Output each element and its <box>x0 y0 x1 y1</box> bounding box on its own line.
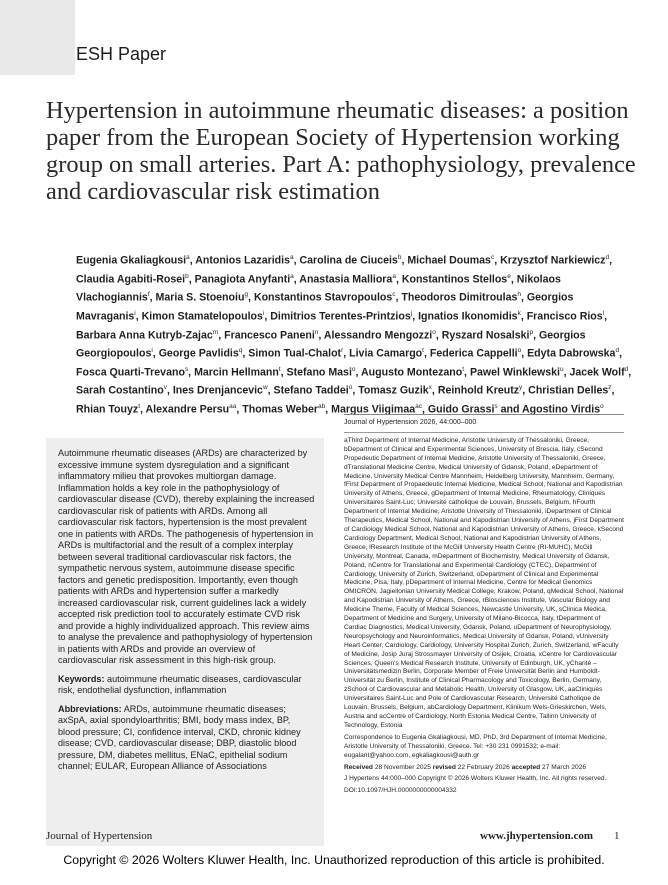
author-affiliation-mark: z <box>608 384 612 392</box>
author-name: Francesco Paneni <box>224 329 315 342</box>
author-affiliation-mark: d <box>605 254 610 261</box>
author-name: Edyta Dabrowska <box>527 347 616 360</box>
author-affiliation-mark: t <box>462 365 465 373</box>
author-affiliation-mark: i <box>151 347 153 355</box>
author-affiliation-mark: y <box>519 384 523 392</box>
author-name: Georgios Georgiopoulos <box>76 329 586 360</box>
author-affiliation-mark: s <box>184 365 189 373</box>
author-affiliation-mark: d <box>615 347 620 355</box>
author-affiliation-mark: q <box>238 347 243 355</box>
author-affiliation-mark: g <box>244 291 249 299</box>
author-name: Augusto Montezano <box>361 366 463 379</box>
footer-journal: Journal of Hypertension <box>46 830 153 842</box>
author-name: Antonios Lazaridis <box>195 254 290 267</box>
author-name: Nikolaos Vlachogiannis <box>76 273 561 304</box>
author-affiliation-mark: o <box>432 328 436 336</box>
author-name: Jacek Wolf <box>569 366 625 379</box>
author-name: Konstantinos Stavropoulos <box>253 291 393 304</box>
author-affiliation-mark: n <box>314 328 319 336</box>
author-affiliation-mark: i <box>262 309 265 317</box>
author-name: Eugenia Gkaliagkousi <box>76 254 187 267</box>
author-affiliation-mark: t <box>138 403 140 410</box>
author-name: Reinhold Kreutz <box>437 384 520 397</box>
keywords-text: autoimmune rheumatic diseases, cardiovascular risk, endothelial dysfunction, inflammation <box>58 673 302 695</box>
author-name: Federica Cappelli <box>429 347 518 360</box>
author-affiliation-mark: r <box>341 347 344 355</box>
author-name: Anastasia Malliora <box>299 273 393 286</box>
author-name: Theodoros Dimitroulas <box>401 291 518 304</box>
author-name: Ignatios Ikonomidis <box>418 310 518 323</box>
revised-label: revised <box>432 763 456 771</box>
author-name: Marcin Hellmann <box>194 366 279 379</box>
author-name: Stefano Taddei <box>273 384 349 397</box>
author-affiliation-mark: b <box>397 254 402 261</box>
author-affiliation-mark: o <box>600 403 604 410</box>
author-affiliation-mark: o <box>351 365 356 373</box>
abstract-box <box>46 438 324 846</box>
received-date: 28 November 2025 <box>374 763 431 771</box>
author-name: Alessandro Mengozzi <box>323 329 433 342</box>
author-name: Georgios Mavraganis <box>76 291 574 323</box>
author-name: Ines Drenjancevic <box>172 384 263 397</box>
author-affiliation-mark: b <box>185 272 189 280</box>
author-affiliation-mark: d <box>624 365 629 373</box>
author-name: Fosca Quarti-Trevano <box>76 366 185 379</box>
author-name: Francisco Rios <box>526 310 603 323</box>
author-affiliation-mark: c <box>392 291 396 299</box>
author-name: Krzysztof Narkiewicz <box>500 254 606 267</box>
copyright-note: J Hypertens 44:000–000 Copyright © 2026 Wolters Kluwer Health, Inc. All rights reserved. <box>344 775 607 783</box>
author-affiliation-mark: a <box>392 272 396 280</box>
author-name: Kimon Stamatelopoulos <box>141 310 263 323</box>
author-affiliation-mark: ac <box>415 403 422 410</box>
author-name: Konstantinos Stellos <box>401 273 508 286</box>
author-name: Christian Delles <box>528 384 609 397</box>
author-affiliation-mark: e <box>507 272 511 280</box>
author-name: Simon Tual-Chalot <box>248 347 342 360</box>
author-name: Michael Doumas <box>407 254 491 267</box>
author-separator: and <box>497 403 522 416</box>
article-dates <box>344 764 624 773</box>
author-affiliation-mark: o <box>517 347 522 355</box>
corner-band <box>0 0 75 75</box>
author-affiliation-mark: ab <box>318 403 326 410</box>
author-affiliation-mark: aa <box>229 403 237 410</box>
article-info-column <box>344 414 624 799</box>
abbreviations <box>58 704 315 773</box>
author-affiliation-mark: a <box>186 254 190 261</box>
author-affiliation-mark: t <box>278 365 281 373</box>
author-affiliation-mark: j <box>410 309 413 317</box>
journal-citation: Journal of Hypertension 2026, 44:000–000 <box>344 419 477 426</box>
author-name: Panagiota Anyfanti <box>194 273 291 286</box>
abstract-text: Autoimmune rheumatic diseases (ARDs) are characterized by excessive immune system dysregulation and a significant inflammatory milieu that provokes multiorgan damage. Inflammation holds a key role in the pathophysiology of cardiovascular disease (CVD), thereby explaining the increased cardiovascular risk of patients with ARDs. Among all cardiovascular risk factors, hypertension is the most prevalent one in patients with ARDs. The pathogenesis of hypertension in ARDs is multifactorial and the result of a complex interplay between several traditional cardiovascular risk factors, the sympathetic nervous system, autoimmune disease specific factors and genetic predisposition. Importantly, even though patients with ARDs and hypertension suffer a markedly increased cardiovascular risk, current guidelines lack a widely accepted risk prediction tool to accurately estimate CVD risk and provide a highly individualized approach. This review aims to analyse the prevalence and pathophysiology of hypertension in patients with ARDs and provide an overview of cardiovascular risk assessment in this high-risk group. <box>58 448 315 665</box>
author-affiliation-mark: l <box>602 309 605 317</box>
accepted-date: 27 March 2026 <box>542 763 587 771</box>
author-name: Livia Camargo <box>349 347 423 360</box>
author-affiliation-mark: i <box>134 309 136 317</box>
article-title: Hypertension in autoimmune rheumatic diseases: a position paper from the European Society of Hypertension working group on small arteries. Part A: pathophysiology, prevalence and cardiovascular risk estimation <box>46 97 636 205</box>
author-affiliation-mark: m <box>212 328 219 336</box>
author-affiliation-mark: a <box>290 272 294 280</box>
author-name: Alexandre Persu <box>145 403 230 416</box>
author-affiliation-mark: k <box>517 309 521 317</box>
copyright-banner: Copyright © 2026 Wolters Kluwer Health, Inc. Unauthorized reproduction of this article is prohibited. <box>63 853 605 867</box>
author-affiliation-mark: w <box>262 384 268 392</box>
author-name: Pawel Winklewski <box>469 366 560 379</box>
author-affiliation-mark: u <box>559 365 564 373</box>
keywords-label: Keywords: <box>58 673 105 684</box>
accepted-label: accepted <box>511 763 541 771</box>
author-name: Carolina de Ciuceis <box>299 254 398 267</box>
abbreviations-text: ARDs, autoimmune rheumatic diseases; axSpA, axial spondyloarthritis; BMI, body mass index, BP, blood pressure; CI, confidence interval, CKD, chronic kidney disease; CVD, cardiovascular disease; DBP, diastolic blood pressure, DM, diabetes mellitus, ENaC, epithelial sodium channel; EULAR, European Alliance of Associations <box>58 703 301 771</box>
abbreviations-label: Abbreviations: <box>58 703 122 714</box>
author-list: Eugenia Gkaliagkousi$^a$, Antonios Lazaridis$^a$, Carolina de Ciuceis$^b$, Michael Doumas$^c$, Krzysztof Narkiewicz$^d$, Claudia Agabiti-Rosei$^b$, Panagiota Anyfanti$^a$, Anastasia Malliora$^a$, Konstantinos Stellos$^e$, Nikolaos Vlachogiannis$^f$, Maria S. Stoenoiu$^g$, Konstantinos Stavropoulos$^c$, Theodoros Dimitroulas$^h$, Georgios Mavraganis$^i$, Kimon Stamatelopoulos$^i$, Dimitrios Terentes-Printzios$^j$, Ignatios Ikonomidis$^k$, Francisco Rios$^l$, Barbara Anna Kutryb-Zajac$^m$, Francesco Paneni$^n$, Alessandro Mengozzi$^o$, Ryszard Nosalski$^p$, Georgios Georgiopoulos$^i$, George Pavlidis$^q$, Simon Tual-Chalot$^r$, Livia Camargo$^t$, Federica Cappelli$^o$, Edyta Dabrowska$^d$, Fosca Quarti-Trevano$^s$, Marcin Hellmann$^t$, Stefano Masi$^o$, Augusto Montezano$^t$, Pawel Winklewski$^u$, Jacek Wolf$^d$, Sarah Costantino$^v$, Ines Drenjancevic$^w$, Stefano Taddei$^o$, Tomasz Guzik$^x$, Reinhold Kreutz$^y$, Christian Delles$^z$, Rhian Touyz$^t$, Alexandre Persu$^{aa}$, Thomas Weber$^{ab}$, Margus Viigimaa$^{ac}$, Guido Grassi$^s$ and Agostino Virdis$^o$ <box>76 254 632 416</box>
author-name: Ryszard Nosalski <box>441 329 530 342</box>
author-affiliation-mark: h <box>517 291 521 299</box>
received-label: Received <box>344 763 373 771</box>
author-name: Barbara Anna Kutryb-Zajac <box>76 329 213 342</box>
doi: DOI:10.1097/HJH.0000000000004332 <box>344 787 457 795</box>
author-name: Stefano Masi <box>286 366 352 379</box>
footer-url[interactable]: www.jhypertension.com <box>480 830 594 842</box>
author-name: Sarah Costantino <box>76 384 164 397</box>
info-divider <box>344 432 624 433</box>
page-number: 1 <box>614 830 620 842</box>
keywords <box>58 674 315 697</box>
author-affiliation-mark: f <box>147 291 150 299</box>
author-name: George Pavlidis <box>158 347 239 360</box>
author-name: Agostino Virdis <box>522 403 601 416</box>
author-affiliation-mark: a <box>289 254 294 261</box>
author-name: Guido Grassi <box>427 403 495 416</box>
author-affiliation-mark: s <box>494 403 498 410</box>
revised-date: 22 February 2026 <box>457 763 510 771</box>
author-affiliation-mark: o <box>348 384 353 392</box>
affiliations: aThird Department of Internal Medicine, Aristotle University of Thessaloniki, Greece, bDepartment of Clinical and Experimental Sciences, University of Brescia, Italy, cSecond Propedeutic Department of Internal Medicine, Aristotle University of Thessaloniki, Greece, dTranslational Medicine Centre, Medical University of Gdansk, Poland, eDepartment of Medicine, University Medical Centre Mannheim, Heidelberg University, Mannheim, Germany, fFirst Department of Propaedeutic Internal Medicine, Medical School, National and Kapodistrian University of Athens, Greece, gDepartment of Internal Medicine, Rheumatology, Cliniques Universitaires Saint-Luc; Université catholique de Louvain, Brussels, Belgium, hFourth Department of Internal Medicine, Aristotle University of Thessaloniki, iDepartment of Clinical Therapeutics, Medical School, National and Kapodistrian University of Athens, jFirst Department of Cardiology Medical School, National and Kapodistrian University of Athens, Greece, kSecond Cardiology Department, Medical School, National and Kapodistrian University of Athens, Greece, lResearch Institute of the McGill University Health Centre (RI-MUHC), McGill University, Montreal, Canada, mDepartment of Biochemistry, Medical University of Gdansk, Poland, nCentre for Translational and Experimental Cardiology (CTEC), Department of Cardiology, University of Zurich, Switzerland, oDepartment of Clinical and Experimental Medicine, Pisa, Italy, pDepartment of Internal Medicine, Centre for Medical Genomics OMICRON, Jagiellonian University Medical College, Krakow, Poland, qMedical School, National and Kapodistrian University of Athens, Greece, rBiosciences Institute, Vascular Biology and Medicine Theme, Faculty of Medical Sciences, Newcastle University, UK, sClinica Medica, Department of Medicine and Surgery, University of Milano-Bicocca, Italy, tDepartment of Cardiac Diagnostics, Medical University, Gdansk, Poland, uDepartment of Neurophysiology, Neuropsychology and Neuroinformatics, Medical University of Gdansk, Poland, vUniversity Heart Center, Cardiology, Cardiology, University Hospital Zurich, Zurich, Switzerland, wFaculty of Medicine, Josip Juraj Strossmayer University of Osijek, Croatia, xCentre for Cardiovascular Sciences, Queen's Medical Research Institute, University of Edinburgh, UK, yCharité – Universitätsmedizin Berlin, Corporate Member of Freie Universität Berlin and Humboldt-Universität zu Berlin, Institute of Clinical Pharmacology and Toxicology, Berlin, Germany, zSchool of Cardiovascular and Metabolic Health, University of Glasgow, UK, aaCliniques Universitaires Saint-Luc and Pole of Cardiovascular Research, Université Catholique de Louvain, Brussels, Belgium, abCardiology Department, Klinikum Wels-Grieskirchen, Wels, Austria and acCentre of Cardiology, North Estonia Medical Centre, Tallinn University of Technology, Estonia <box>344 436 625 729</box>
author-affiliation-mark: c <box>490 254 495 261</box>
author-affiliation-mark: v <box>163 384 167 392</box>
section-label: ESH Paper <box>76 44 167 64</box>
author-affiliation-mark: t <box>422 347 424 355</box>
author-name: Tomasz Guzik <box>358 384 429 397</box>
author-affiliation-mark: p <box>529 328 534 336</box>
author-name: Claudia Agabiti-Rosei <box>76 273 186 286</box>
author-affiliation-mark: x <box>428 384 432 392</box>
author-name: Rhian Touyz <box>76 403 139 416</box>
author-name: Maria S. Stoenoiu <box>155 291 245 304</box>
correspondence: Correspondence to Eugenia Gkaliagkousi, MD, PhD, 3rd Department of Internal Medicine, Aristotle University of Thessaloniki, Greece. Tel: +30 231 0991532; e-mail: eugalant@yahoo.com, egkaliagkousi@auth.gr <box>344 733 607 759</box>
author-name: Dimitrios Terentes-Printzios <box>270 310 411 323</box>
author-name: Thomas Weber <box>242 403 318 416</box>
author-name: Margus Viigimaa <box>331 403 416 416</box>
